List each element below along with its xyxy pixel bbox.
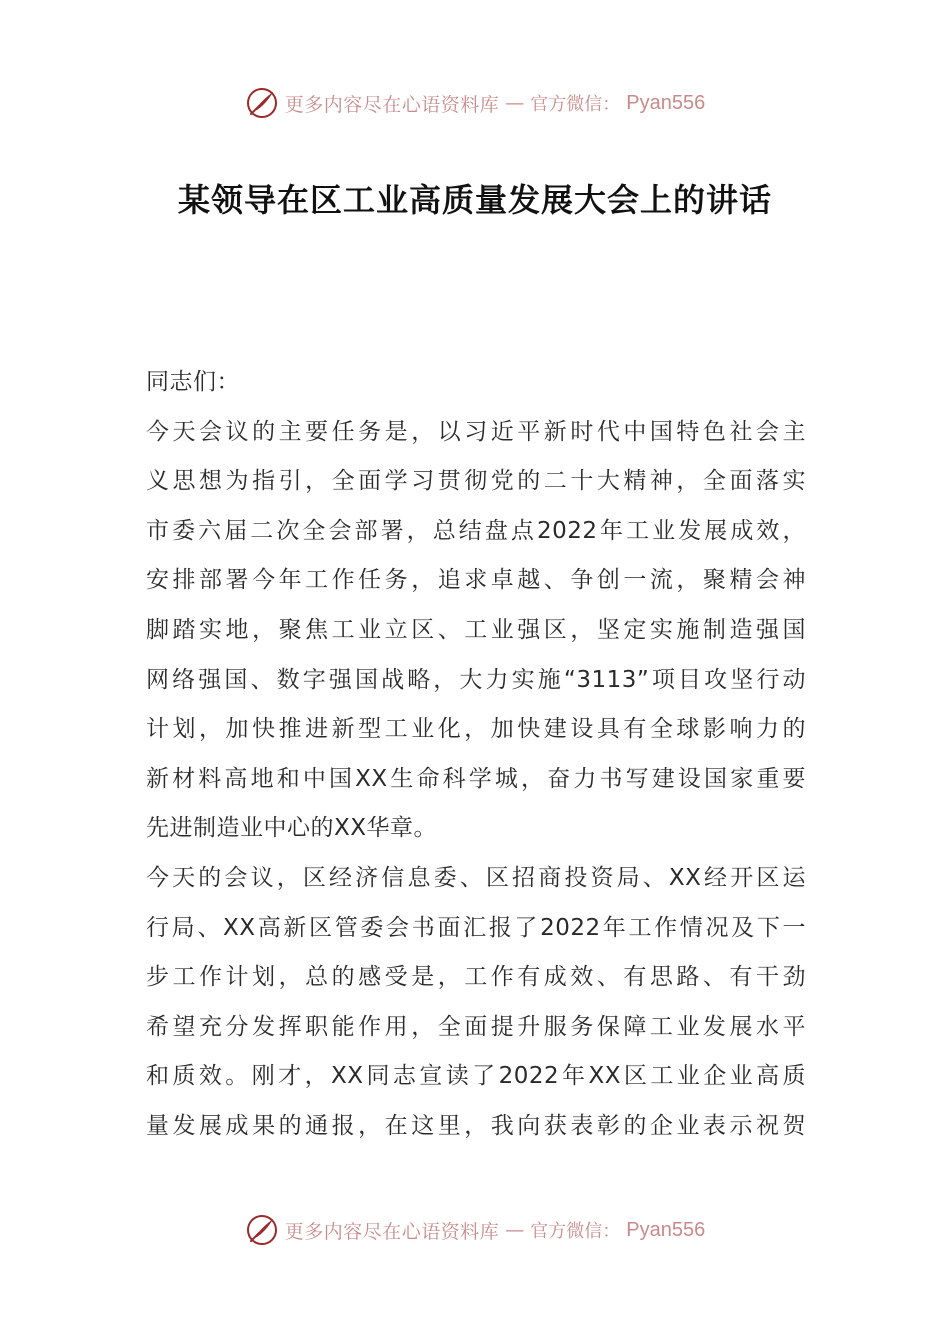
document-body (146, 358, 806, 1152)
body-line: 脚踏实地，聚焦工业立区、工业强区，坚定实施制造强国 (146, 616, 806, 643)
watermark-wechat-id: Pyan556 (626, 91, 706, 114)
watermark-brand-text: 更多内容尽在心语资料库 (284, 93, 500, 116)
watermark-separator: — (505, 1219, 525, 1241)
document-title: 某领导在区工业高质量发展大会上的讲话 (177, 181, 772, 219)
watermark-wechat-label: 官方微信： (530, 1221, 621, 1242)
body-line: 和质效。刚才，XX同志宣读了2022年XX区工业企业高质 (146, 1063, 806, 1090)
body-line: 义思想为指引，全面学习贯彻党的二十大精神，全面落实 (146, 468, 806, 495)
watermark-banner-top (0, 83, 950, 123)
body-line: 计划，加快推进新型工业化，加快建设具有全球影响力的 (146, 716, 806, 743)
feather-pen-logo-icon (245, 86, 279, 120)
body-line: 步工作计划，总的感受是，工作有成效、有思路、有干劲 (146, 964, 806, 991)
watermark-wechat-label: 官方微信： (530, 94, 621, 115)
body-line: 今天的会议，区经济信息委、区招商投资局、XX经开区运 (146, 864, 806, 891)
watermark-wechat-id: Pyan556 (626, 1218, 706, 1241)
body-line: 安排部署今年工作任务，追求卓越、争创一流，聚精会神 (146, 567, 806, 594)
body-line: 市委六届二次全会部署，总结盘点2022年工业发展成效， (146, 517, 806, 544)
body-line: 行局、XX高新区管委会书面汇报了2022年工作情况及下一 (146, 914, 806, 941)
body-line: 同志们： (146, 369, 240, 395)
watermark-brand-text: 更多内容尽在心语资料库 (284, 1220, 500, 1243)
body-line: 今天会议的主要任务是，以习近平新时代中国特色社会主 (146, 418, 806, 445)
watermark-separator: — (505, 92, 525, 114)
feather-pen-logo-icon (245, 1213, 279, 1247)
body-line: 量发展成果的通报，在这里，我向获表彰的企业表示祝贺 (146, 1112, 806, 1139)
body-line: 先进制造业中心的XX华章。 (146, 815, 438, 842)
watermark-banner-bottom (0, 1210, 950, 1250)
body-line: 希望充分发挥职能作用，全面提升服务保障工业发展水平 (146, 1013, 806, 1040)
body-line: 网络强国、数字强国战略，大力实施“3113”项目攻坚行动 (146, 666, 806, 693)
body-line: 新材料高地和中国XX生命科学城，奋力书写建设国家重要 (146, 765, 806, 792)
